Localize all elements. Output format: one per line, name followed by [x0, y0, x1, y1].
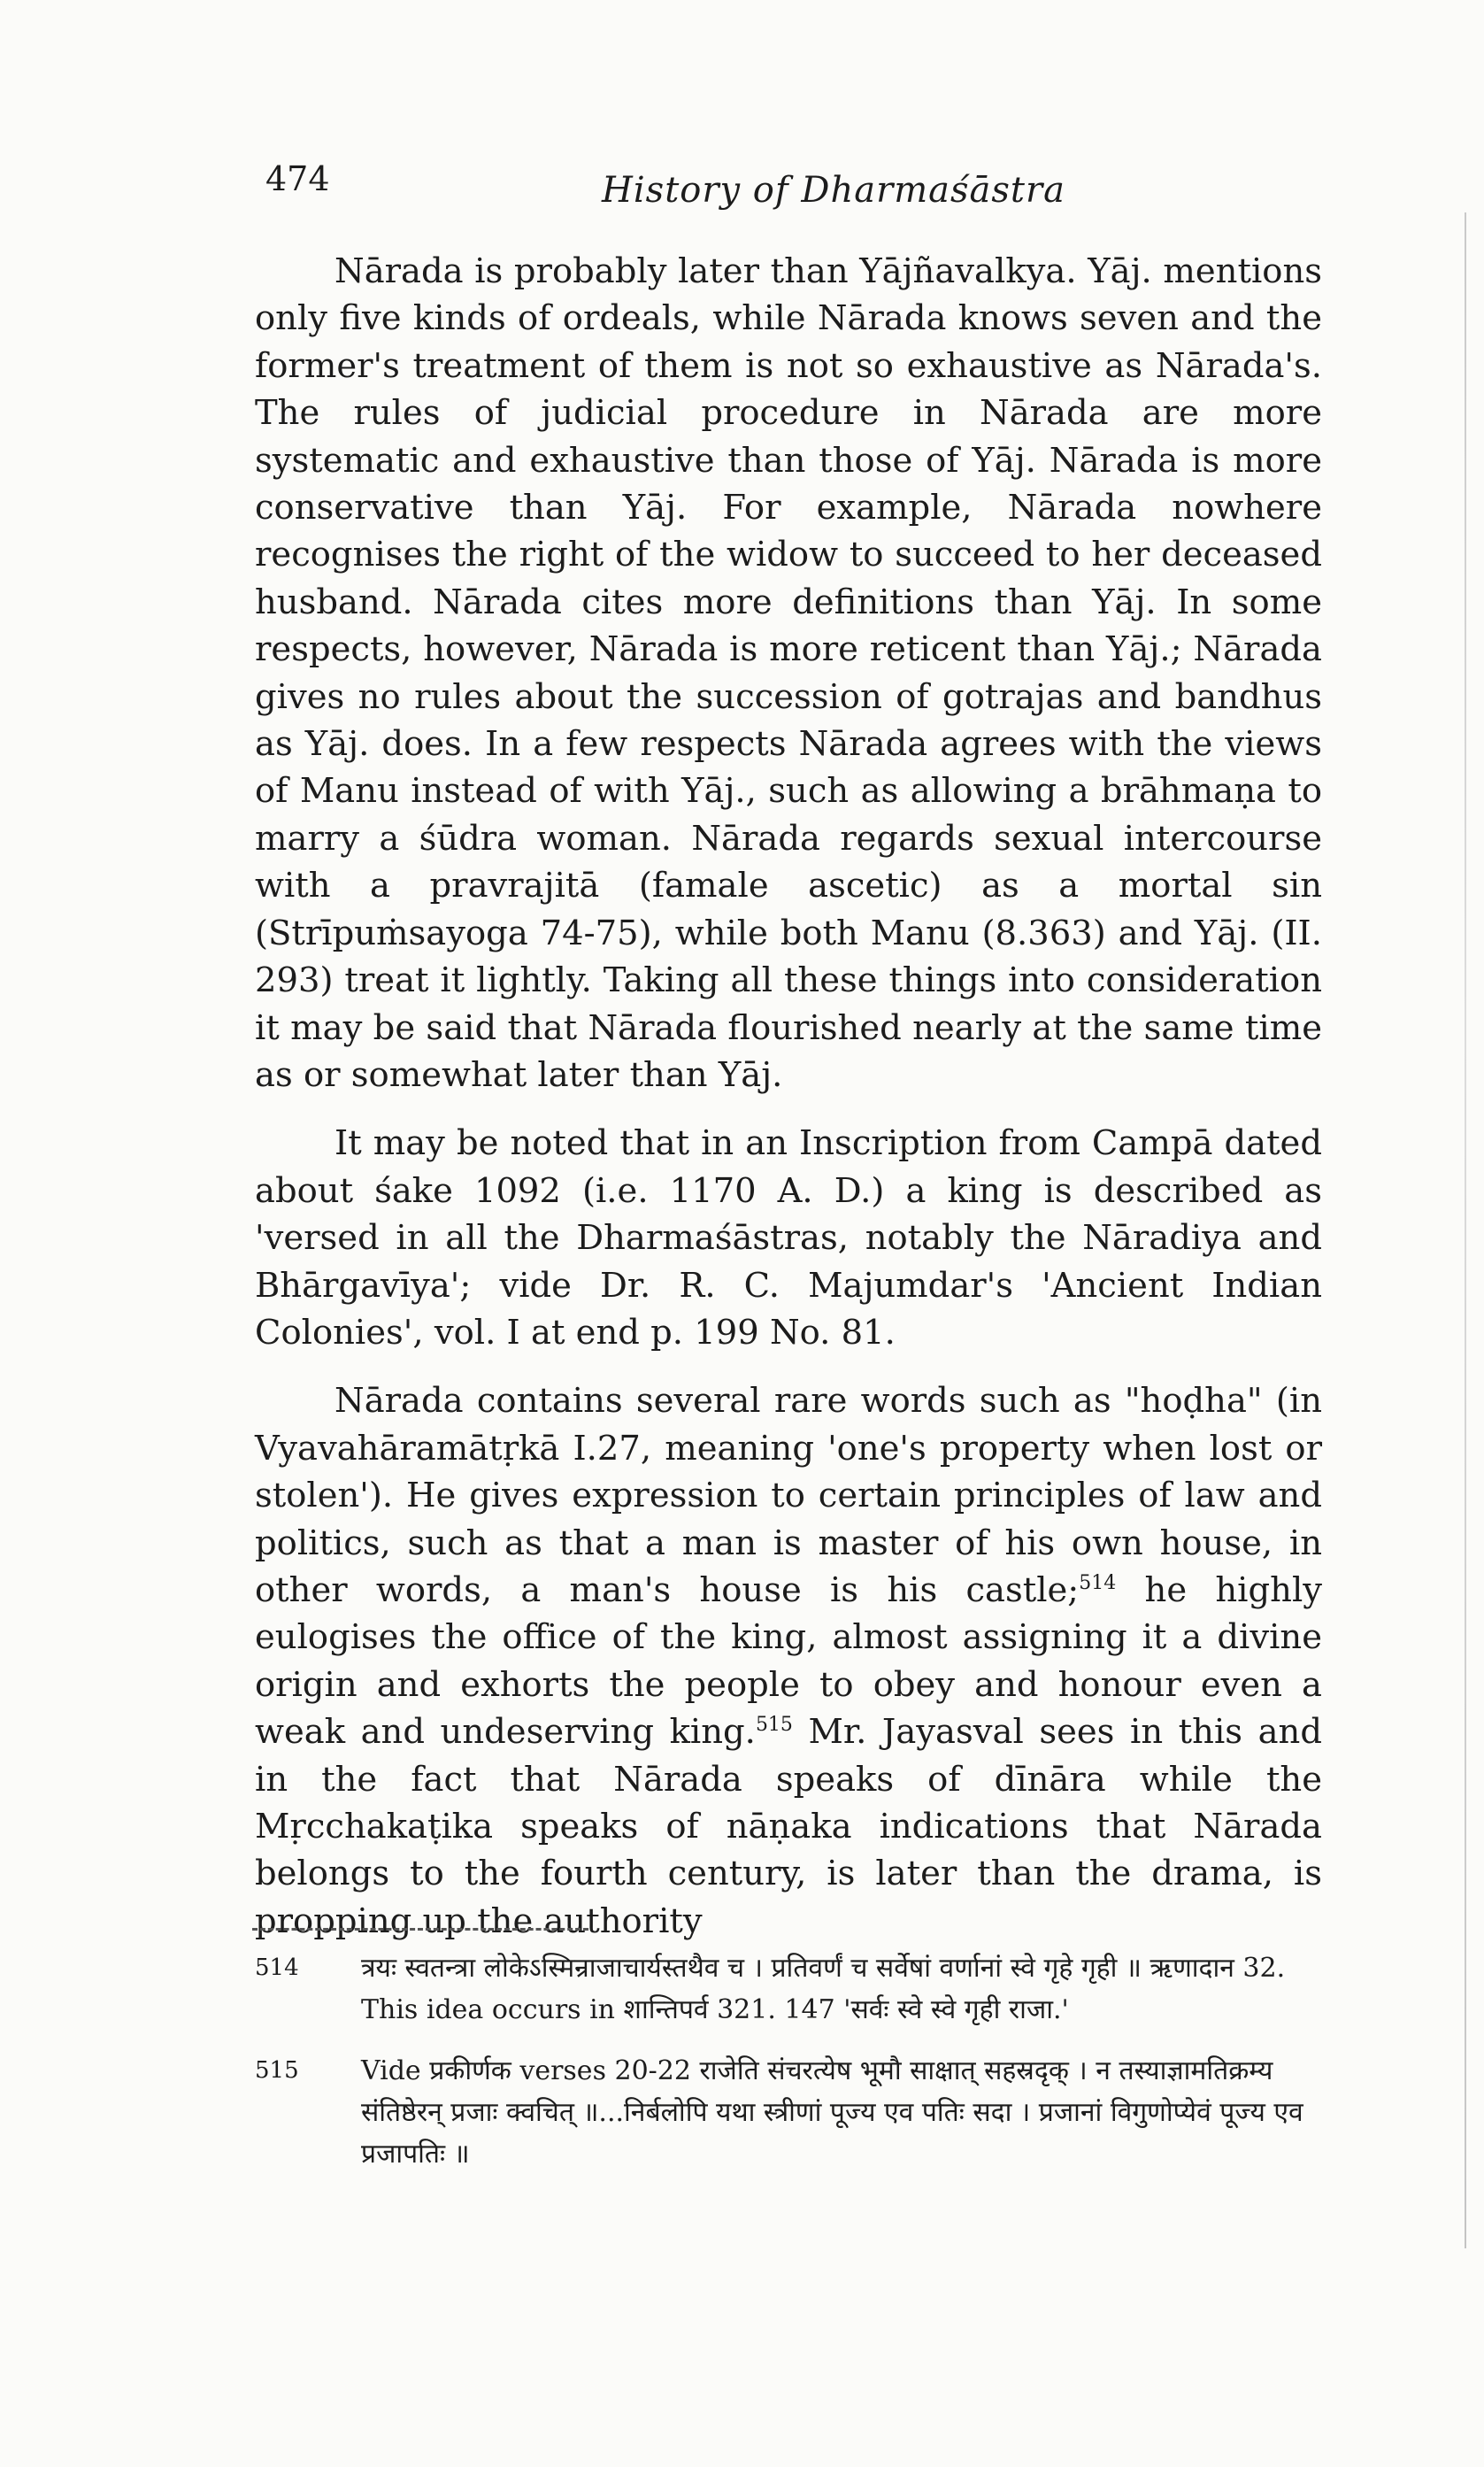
- page-number: 474: [265, 159, 330, 198]
- footnote-divider: [252, 1928, 588, 1931]
- paragraph-1: Nārada is probably later than Yājñavalkya. Yāj. mentions only five kinds of ordeals, while Nārada knows seven and the former's treatment of them is not so exhaustive as Nārada's. The rules of judicial procedure in Nārada are more systematic and exhaustive than those of Yāj. Nārada is more conservative than Yāj. For example, Nārada nowhere recognises the right of the widow to succeed to her deceased husband. Nārada cites more definitions than Yāj. In some respects, however, Nārada is more reticent than Yāj.; Nārada gives no rules about the succession of gotrajas and bandhus as Yāj. does. In a few respects Nārada agrees with the views of Manu instead of with Yāj., such as allowing a brāhmaṇa to marry a śūdra woman. Nārada regards sexual intercourse with a pravrajitā (famale ascetic) as a mortal sin (Strīpuṁsayoga 74-75), while both Manu (8.363) and Yāj. (II. 293) treat it lightly. Taking all these things into consideration it may be said that Nārada flourished nearly at the same time as or somewhat later than Yāj.: [255, 251, 1322, 1095]
- footnote-number: 515: [255, 2057, 299, 2084]
- paragraph-3-part-1: Nārada contains several rare words such as "hoḍha" (in Vyavahāramātṛkā I.27, meaning 'one's property when lost or stolen'). He gives expression to certain principles of law and politics, such as that a man is master of his own house, in other words, a man's house is his castle;: [255, 1381, 1322, 1610]
- footnote-514: [255, 1947, 1322, 2031]
- paragraph-2: It may be noted that in an Inscription from Campā dated about śake 1092 (i.e. 1170 A. D.) a king is described as 'versed in all the Dharmaśāstras, notably the Nāradiya and Bhārgavīya'; vide Dr. R. C. Majumdar's 'Ancient Indian Colonies', vol. I at end p. 199 No. 81.: [255, 1123, 1322, 1353]
- running-title: History of Dharmaśāstra: [602, 170, 1065, 211]
- footnote-ref-514: 514: [1079, 1572, 1117, 1595]
- footnotes: [255, 1947, 1322, 2194]
- page-header: [265, 159, 1327, 221]
- paragraph-3-part-2: he highly eulogises the office of the king, almost assigning it a divine origin and exhorts the people to obey and honour even a weak and undeserving king.: [255, 1569, 1323, 1753]
- footnote-text: Vide प्रकीर्णक verses 20-22 राजेति संचरत्येष भूमौ साक्षात् सहस्रदृक् । न तस्याज्ञामतिक्रम्य संतिष्ठेरन् प्रजाः क्वचित् ॥...निर्बलोपि यथा स्त्रीणां पूज्य एव पतिः सदा । प्रजानां विगुणोप्येवं पूज्य एव प्रजापतिः ॥: [361, 2055, 1303, 2170]
- paragraph-3: [255, 1377, 1322, 1945]
- footnote-515: [255, 2050, 1322, 2175]
- footnote-ref-515: 515: [755, 1714, 793, 1737]
- paragraph-3-part-3: Mr. Jayasval sees in this and in the fact that Nārada speaks of dīnāra while the Mṛcchakaṭika speaks of nāṇaka indications that Nārada belongs to the fourth century, is later than the drama, is propping up the authority: [255, 1712, 1322, 1941]
- body-text: [255, 248, 1322, 1945]
- footnote-number: 514: [255, 1954, 299, 1981]
- page-edge-line: [1465, 212, 1466, 2248]
- footnote-text: त्रयः स्वतन्त्रा लोकेऽस्मिन्राजाचार्यस्तथैव च । प्रतिवर्णं च सर्वेषां वर्णानां स्वे गृहे गृही ॥ ऋणादान 32. This idea occurs in शान्तिपर्व 321. 147 'सर्वः स्वे स्वे गृही राजा.': [361, 1953, 1286, 2025]
